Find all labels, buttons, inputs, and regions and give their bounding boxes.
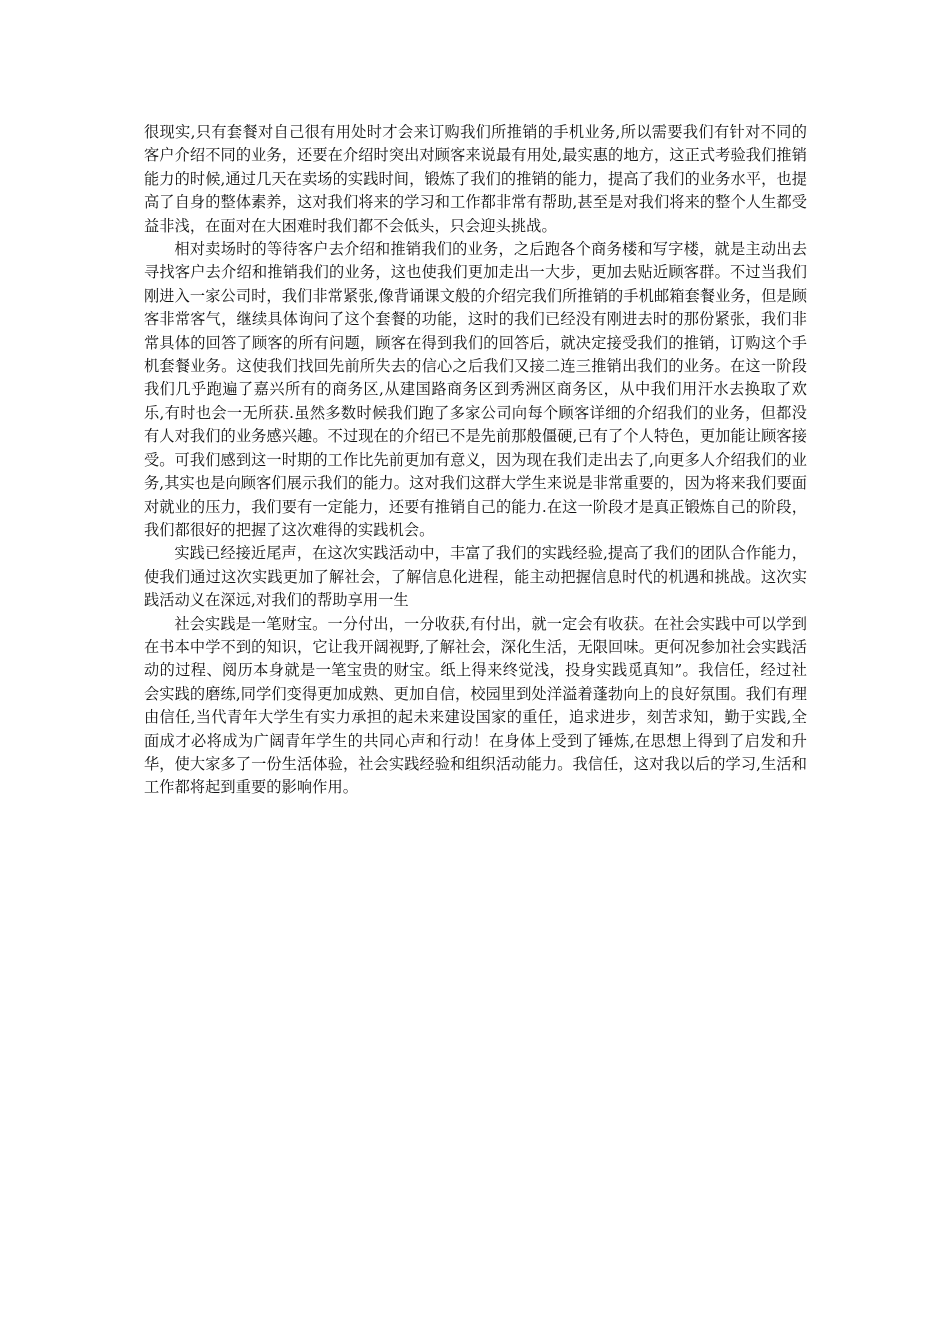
paragraph-4: 社会实践是一笔财宝。一分付出，一分收获,有付出，就一定会有收获。在社会实践中可以学到在书本中学不到的知识，它让我开阔视野,了解社会，深化生活，无限回味。更何况参加社会实践活动的过程、阅历本身就是一笔宝贵的财宝。纸上得来终觉浅，投身实践觅真知”。我信任，经过社会实践的磨练,同学们变得更加成熟、更加自信，校园里到处洋溢着蓬勃向上的良好氛围。我们有理由信任,当代青年大学生有实力承担的起未来建设国家的重任，追求进步，刻苦求知，勤于实践,全面成才必将成为广阔青年学生的共同心声和行动！在身体上受到了锤炼,在思想上得到了启发和升华，使大家多了一份生活体验，社会实践经验和组织活动能力。我信任，这对我以后的学习,生活和工作都将起到重要的影响作用。 (144, 614, 807, 797)
paragraph-3: 实践已经接近尾声，在这次实践活动中，丰富了我们的实践经验,提高了我们的团队合作能力，使我们通过这次实践更加了解社会，了解信息化进程，能主动把握信息时代的机遇和挑战。这次实践活动义在深远,对我们的帮助享用一生 (144, 544, 807, 610)
paragraph-2: 相对卖场时的等待客户去介绍和推销我们的业务，之后跑各个商务楼和写字楼，就是主动出去寻找客户去介绍和推销我们的业务，这也使我们更加走出一大步，更加去贴近顾客群。不过当我们刚进入一家公司时，我们非常紧张,像背诵课文般的介绍完我们所推销的手机邮箱套餐业务，但是顾客非常客气，继续具体询问了这个套餐的功能，这时的我们已经没有刚进去时的那份紧张，我们非常具体的回答了顾客的所有问题，顾客在得到我们的回答后，就决定接受我们的推销，订购这个手机套餐业务。这使我们找回先前所失去的信心之后我们又接二连三推销出我们的业务。在这一阶段我们几乎跑遍了嘉兴所有的商务区,从建国路商务区到秀洲区商务区，从中我们用汗水去换取了欢乐,有时也会一无所获.虽然多数时候我们跑了多家公司向每个顾客详细的介绍我们的业务，但都没有人对我们的业务感兴趣。不过现在的介绍已不是先前那般僵硬,已有了个人特色，更加能让顾客接受。可我们感到这一时期的工作比先前更加有意义，因为现在我们走出去了,向更多人介绍我们的业务,其实也是向顾客们展示我们的能力。这对我们这群大学生来说是非常重要的，因为将来我们要面对就业的压力，我们要有一定能力，还要有推销自己的能力.在这一阶段才是真正锻炼自己的阶段，我们都很好的把握了这次难得的实践机会。 (144, 240, 807, 539)
document-body (144, 121, 807, 800)
paragraph-1: 很现实,只有套餐对自己很有用处时才会来订购我们所推销的手机业务,所以需要我们有针对不同的客户介绍不同的业务，还要在介绍时突出对顾客来说最有用处,最实惠的地方，这正式考验我们推销能力的时候,通过几天在卖场的实践时间，锻炼了我们的推销的能力，提高了我们的业务水平，也提高了自身的整体素养，这对我们将来的学习和工作都非常有帮助,甚至是对我们将来的整个人生都受益非浅，在面对在大困难时我们都不会低头，只会迎头挑战。 (144, 123, 807, 235)
